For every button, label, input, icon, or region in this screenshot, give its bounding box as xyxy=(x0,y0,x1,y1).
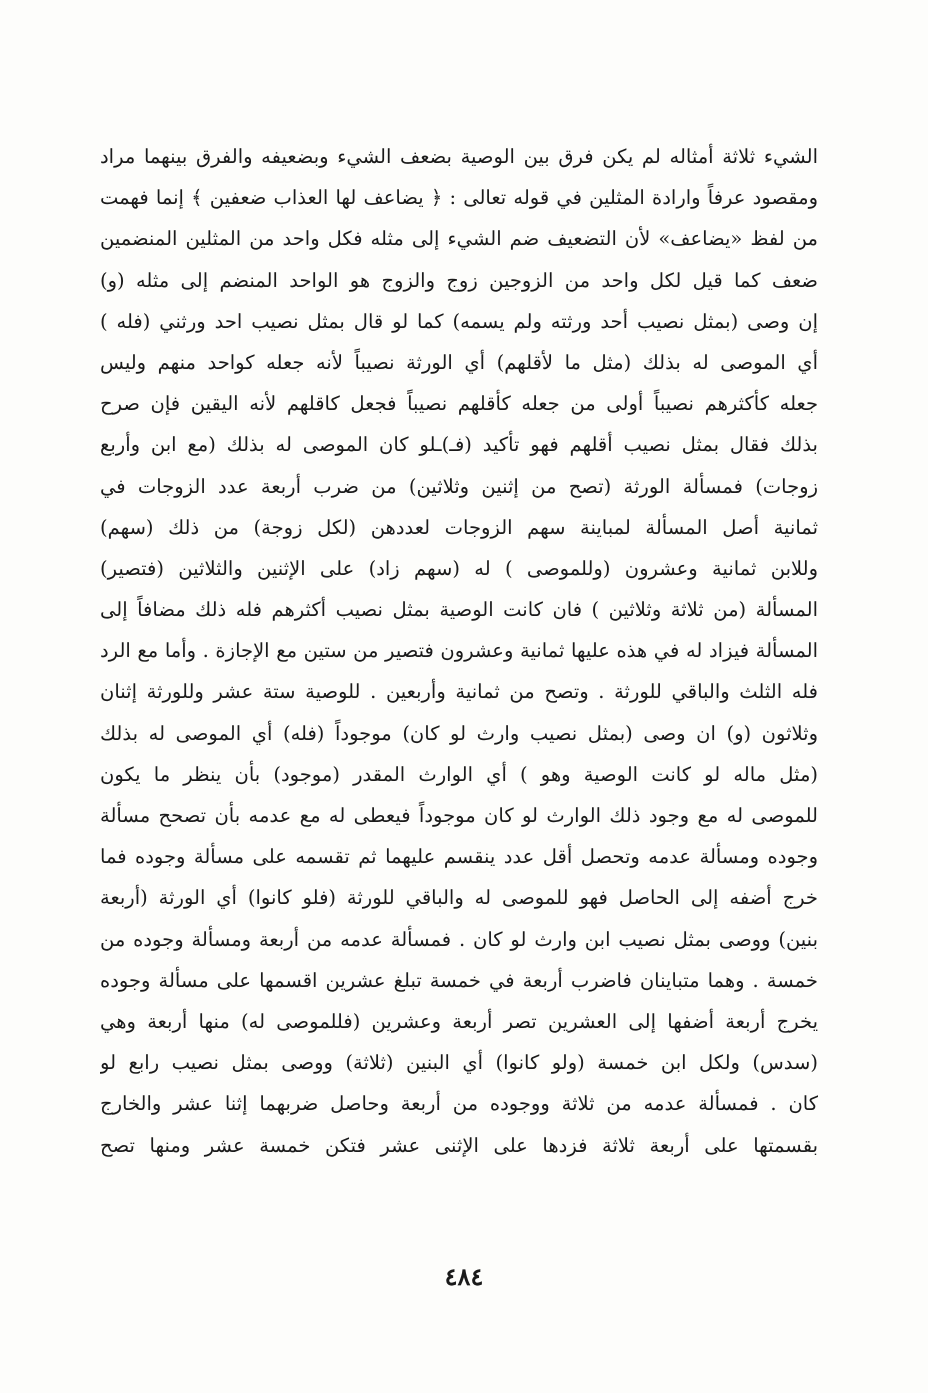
text-line: زوجات) فمسألة الورثة (تصح من إثنين وثلاثين) من ضرب أربعة عدد الزوجات في xyxy=(100,474,818,498)
text-line: وجوده ومسألة عدمه وتحصل أقل عدد ينقسم عليهما ثم تقسمه على مسألة وجوده فما xyxy=(100,845,818,869)
text-line: ضعف كما قيل لكل واحد من الزوجين زوج والزوج هو الواحد المنضم إلى مثله (و) xyxy=(100,268,818,292)
text-line: وللابن ثمانية وعشرون (وللموصى ) له (سهم زاد) على الإثنين والثلاثين (فتصير) xyxy=(100,556,818,580)
text-line: أي الموصى له بذلك (مثل ما لأقلهم) أي الورثة نصيباً لأنه جعله كواحد منهم وليس xyxy=(100,350,818,374)
text-line: إن وصى (بمثل نصيب أحد ورثته ولم يسمه) كما لو قال بمثل نصيب احد ورثني (فله ) xyxy=(100,309,818,333)
text-line: ثمانية أصل المسألة لمباينة سهم الزوجات لعددهن (لكل زوجة) من ذلك (سهم) xyxy=(100,515,818,539)
text-line: (مثل ماله لو كانت الوصية وهو ) أي الوارث المقدر (موجود) بأن ينظر ما يكون xyxy=(100,762,818,786)
body-text xyxy=(100,136,818,1166)
text-line: فله الثلث والباقي للورثة . وتصح من ثمانية وأربعين . للوصية ستة عشر وللورثة إثنان xyxy=(100,680,818,704)
text-line: يخرج أربعة أضفها إلى العشرين تصر أربعة وعشرين (فللموصى له) منها أربعة وهي xyxy=(100,1009,818,1033)
text-line: بنين) ووصى بمثل نصيب ابن وارث لو كان . فمسألة عدمه من أربعة ومسألة وجوده من xyxy=(100,927,818,951)
text-line: جعله كأكثرهم نصيباً أولى من جعله كأقلهم نصيباً فجعل كاقلهم لأنه اليقين فإن صرح xyxy=(100,392,818,416)
text-line: ومقصود عرفاً وارادة المثلين في قوله تعالى : ﴿ يضاعف لها العذاب ضعفين ﴾ إنما فهمت xyxy=(100,186,818,210)
text-line: خرج أضفه إلى الحاصل فهو للموصى له والباقي للورثة (فلو كانوا) أي الورثة (أربعة xyxy=(100,886,818,910)
text-line: (سدس) ولكل ابن خمسة (ولو كانوا) أي البنين (ثلاثة) ووصى بمثل نصيب رابع لو xyxy=(100,1051,818,1075)
text-line: للموصى له مع وجود ذلك الوارث لو كان موجوداً فيعطى له مع عدمه بأن تصحح مسألة xyxy=(100,804,818,827)
text-line: الشيء ثلاثة أمثاله لم يكن فرق بين الوصية بضعف الشيء وبضعيفه والفرق بينهما مراد xyxy=(100,145,818,168)
text-line: وثلاثون (و) ان وصى (بمثل نصيب وارث لو كان) موجوداً (فله) أي الموصى له بذلك xyxy=(100,721,818,745)
text-line: المسألة (من ثلاثة وثلاثين ) فان كانت الوصية بمثل نصيب أكثرهم فله ذلك مضافاً إلى xyxy=(100,598,818,622)
page-number: ٤٨٤ xyxy=(444,1262,484,1291)
text-line: بقسمتها على أربعة ثلاثة فزدها على الإثنى عشر فتكن خمسة عشر ومنها تصح xyxy=(100,1133,818,1157)
text-line: من لفظ «يضاعف» لأن التضعيف ضم الشيء إلى مثله فكل واحد من المثلين المنضمين xyxy=(100,227,818,251)
text-line: بذلك فقال بمثل نصيب أقلهم فهو تأكيد (فـ)ـلو كان الموصى له بذلك (مع ابن وأربع xyxy=(100,433,818,457)
text-line: كان . فمسألة عدمه من ثلاثة ووجوده من أربعة وحاصل ضربهما إثنا عشر والخارج xyxy=(100,1092,818,1116)
text-line: المسألة فيزاد له في هذه عليها ثمانية وعشرون فتصير من ستين مع الإجازة . وأما مع الرد xyxy=(100,639,818,663)
text-line: خمسة . وهما متباينان فاضرب أربعة في خمسة تبلغ عشرين اقسمها على مسألة وجوده xyxy=(100,968,818,992)
